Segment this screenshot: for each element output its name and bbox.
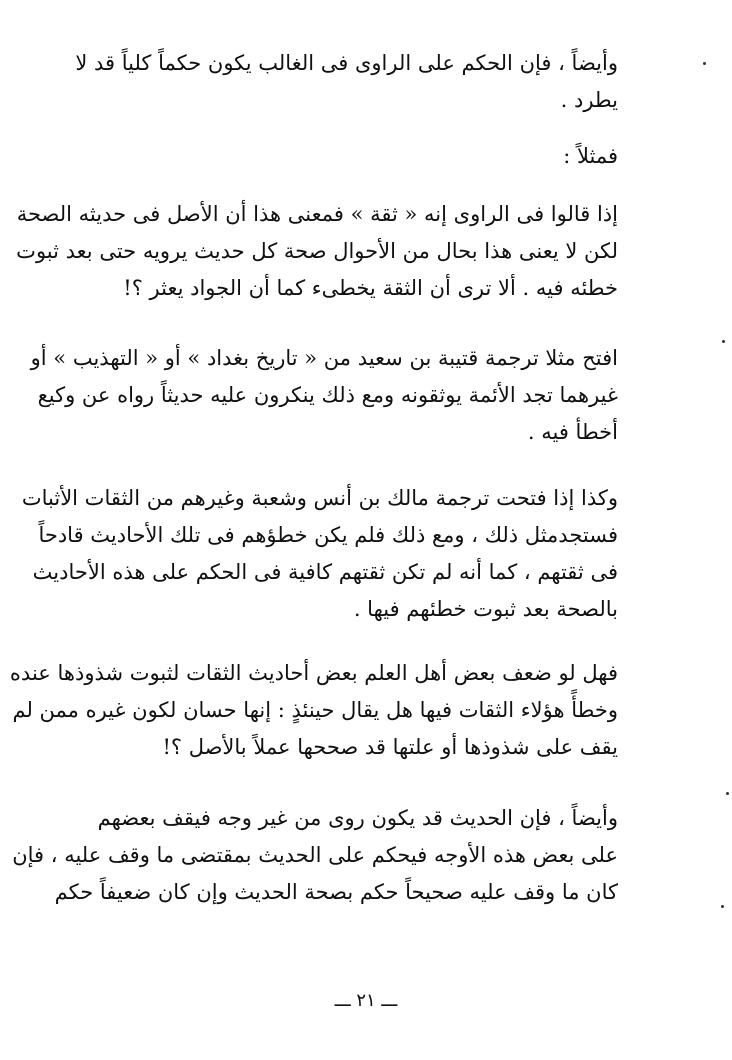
- paragraph-4: [30, 340, 618, 451]
- text-line: لكن لا يعنى هذا بحال من الأحوال صحة كل حديث يرويه حتى بعد ثبوت: [16, 239, 618, 263]
- page-number: ـــ ٢١ ـــ: [334, 990, 398, 1011]
- scan-speck: [703, 62, 706, 65]
- text-line: وأيضاً ، فإن الحديث قد يكون روى من غير وجه فيقف بعضهم: [97, 806, 618, 830]
- paragraph-2: [50, 138, 618, 175]
- text-line: فهل لو ضعف بعض أهل العلم بعض أحاديث الثقات لثبوت شذوذها عنده: [9, 661, 618, 685]
- text-line: إذا قالوا فى الراوى إنه « ثقة » فمعنى هذا أن الأصل فى حديثه الصحة: [16, 202, 618, 226]
- text-line: يطرد .: [560, 88, 618, 112]
- paragraph-5: [21, 480, 618, 628]
- text-line: وخطأً هؤلاء الثقات فيها هل يقال حينئذٍ : إنها حسان لكون غيره ممن لم: [12, 698, 618, 722]
- text-line: افتح مثلا ترجمة قتيبة بن سعيد من « تاريخ بغداد » أو « التهذيب » أو: [30, 346, 618, 370]
- scan-speck: [721, 905, 724, 908]
- text-line: خطئه فيه . ألا ترى أن الثقة يخطىء كما أن الجواد يعثر ؟!: [123, 276, 618, 300]
- text-line: فمثلاً :: [563, 144, 618, 168]
- text-line: فى ثقتهم ، كما أنه لم تكن ثقتهم كافية فى الحكم على هذه الأحاديث: [32, 560, 618, 584]
- text-line: بالصحة بعد ثبوت خطئهم فيها .: [353, 597, 618, 621]
- text-line: على بعض هذه الأوجه فيحكم على الحديث بمقتضى ما وقف عليه ، فإن: [12, 843, 618, 867]
- paragraph-3: [16, 196, 618, 307]
- text-line: وكذا إذا فتحت ترجمة مالك بن أنس وشعبة وغيرهم من الثقات الأثبات: [21, 486, 618, 510]
- text-line: فستجدمثل ذلك ، ومع ذلك فلم يكن خطؤهم فى تلك الأحاديث قادحاً: [38, 523, 618, 547]
- text-line: غيرهما تجد الأئمة يوثقونه ومع ذلك ينكرون عليه حديثاً رواه عن وكيع: [37, 383, 618, 407]
- scan-speck: [726, 792, 729, 795]
- text-line: كان ما وقف عليه صحيحاً حكم بصحة الحديث وإن كان ضعيفاً حكم: [54, 880, 618, 904]
- paragraph-7: [12, 800, 618, 911]
- paragraph-6: [9, 655, 618, 766]
- scan-speck: [722, 340, 725, 343]
- text-line: أخطأ فيه .: [527, 420, 618, 444]
- text-line: يقف على شذوذها أو علتها قد صححها عملاً بالأصل ؟!: [162, 735, 618, 759]
- paragraph-1: [50, 45, 618, 119]
- text-line: وأيضاً ، فإن الحكم على الراوى فى الغالب يكون حكماً كلياً قد لا: [75, 51, 618, 75]
